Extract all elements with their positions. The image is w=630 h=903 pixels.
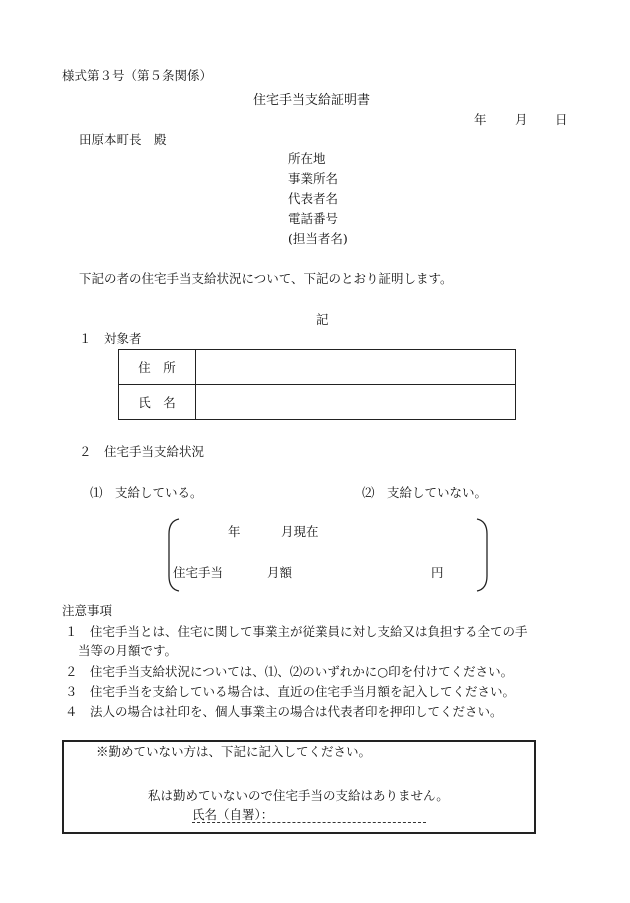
as-of-month-label: 月現在: [281, 524, 319, 539]
address-field[interactable]: [196, 350, 516, 385]
option-not-paying[interactable]: ⑵ 支給していない。: [362, 485, 488, 500]
issuer-field-address: 所在地: [288, 151, 326, 166]
notes-heading: 注意事項: [62, 603, 113, 618]
allowance-label: 住宅手当: [173, 565, 224, 580]
note-text: 住宅手当を支給している場合は、直近の住宅手当月額を記入してください。: [90, 684, 516, 699]
date-year-label: 年: [474, 112, 487, 127]
note-text: 法人の場合は社印を、個人事業主の場合は代表者印を押印してください。: [90, 704, 503, 719]
yen-label: 円: [431, 565, 444, 580]
target-person-table: [118, 349, 516, 420]
signature-line[interactable]: [192, 822, 426, 823]
issuer-field-contact: (担当者名): [288, 231, 348, 246]
address-label: 住 所: [119, 350, 196, 385]
right-bracket: [477, 519, 487, 591]
intro-text: 下記の者の住宅手当支給状況について、下記のとおり証明します。: [79, 271, 453, 286]
issuer-field-company: 事業所名: [288, 171, 339, 186]
date-month-label: 月: [515, 112, 528, 127]
addressee: 田原本町長 殿: [79, 132, 167, 147]
name-field[interactable]: [196, 385, 516, 420]
signature-label: 氏名（自署）：: [192, 807, 274, 822]
note-number: ３: [65, 684, 78, 699]
notice-statement: 私は勤めていないので住宅手当の支給はありません。: [148, 788, 449, 803]
left-bracket: [169, 519, 179, 591]
table-row: [119, 385, 516, 420]
note-number: １: [65, 624, 78, 639]
issuer-field-representative: 代表者名: [288, 191, 339, 206]
note-number: ２: [65, 664, 78, 679]
note-number: ４: [65, 704, 78, 719]
monthly-label: 月額: [267, 565, 293, 580]
section1-heading: １ 対象者: [79, 331, 142, 346]
section2-heading: ２ 住宅手当支給状況: [79, 444, 205, 459]
date-day-label: 日: [555, 112, 568, 127]
ki-label: 記: [316, 312, 329, 327]
amount-brackets: [165, 516, 493, 594]
option-paying[interactable]: ⑴ 支給している。: [90, 485, 203, 500]
form-number: 様式第３号（第５条関係）: [62, 68, 213, 83]
note-text-continued: 当等の月額です。: [78, 643, 178, 658]
note-text: 住宅手当支給状況については、⑴、⑵のいずれかに○印を付けてください。: [90, 664, 514, 679]
name-label: 氏 名: [119, 385, 196, 420]
notice-instruction: ※勤めていない方は、下記に記入してください。: [96, 744, 372, 759]
table-row: [119, 350, 516, 385]
note-text: 住宅手当とは、住宅に関して事業主が従業員に対し支給又は負担する全ての手: [90, 624, 528, 639]
as-of-year-label: 年: [228, 524, 241, 539]
issuer-field-phone: 電話番号: [288, 211, 339, 226]
document-title: 住宅手当支給証明書: [253, 93, 371, 108]
